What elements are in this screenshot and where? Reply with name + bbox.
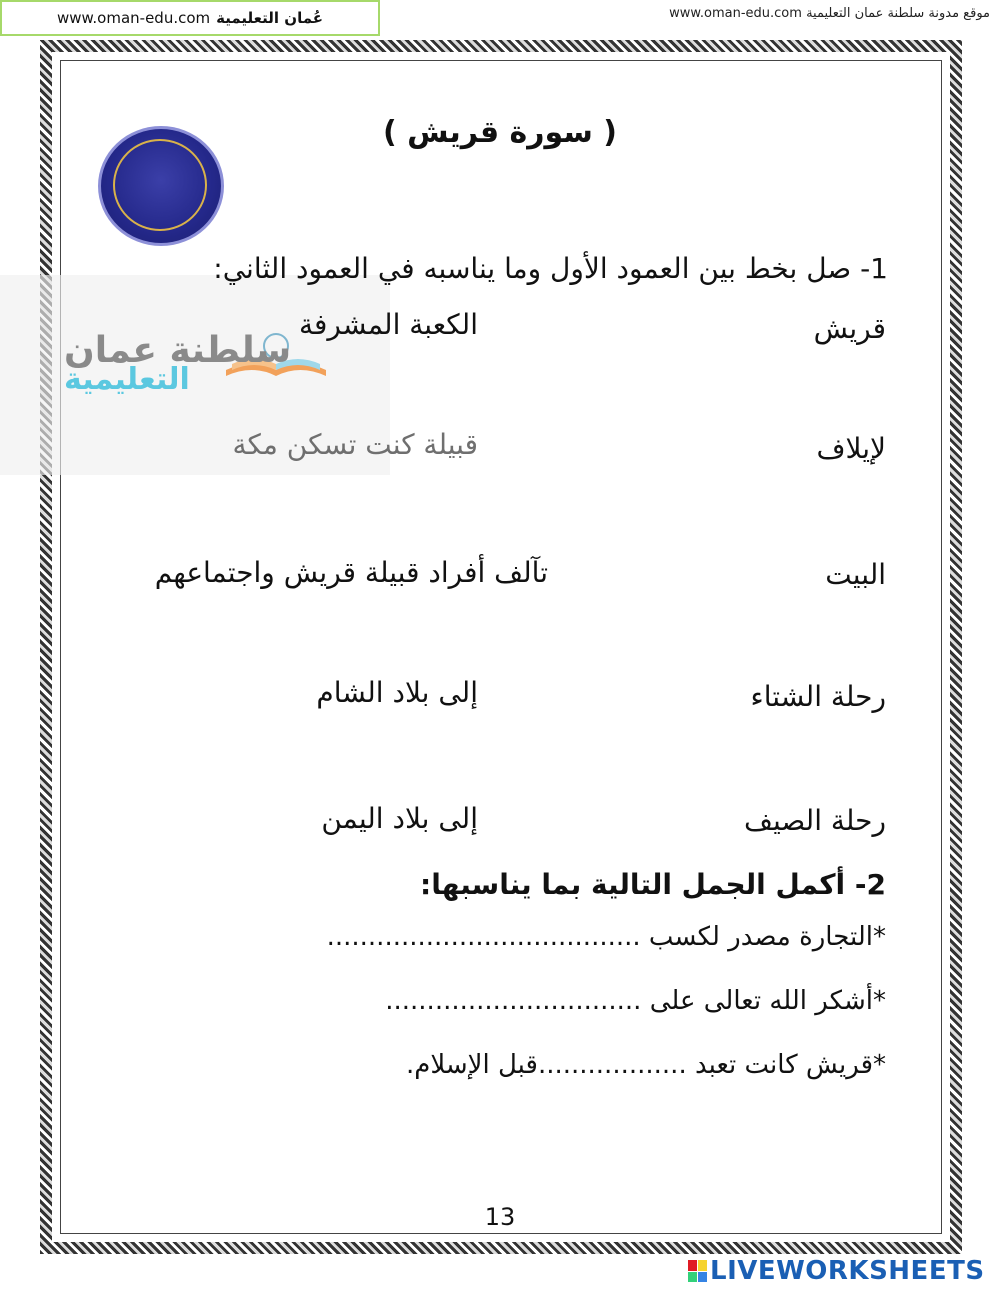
match-left-5[interactable]: رحلة الصيف bbox=[743, 804, 886, 837]
watermark-line2: التعليمية bbox=[64, 362, 190, 397]
match-right-3[interactable]: تآلف أفراد قبيلة قريش واجتماعهم bbox=[154, 556, 548, 589]
fill-line-2[interactable]: *أشكر الله تعالى على ............................... bbox=[385, 986, 886, 1016]
match-left-2[interactable]: لإيلاف bbox=[816, 432, 886, 465]
match-left-3[interactable]: البيت bbox=[825, 558, 886, 591]
header-site-url[interactable]: www.oman-edu.com bbox=[56, 9, 211, 27]
liveworksheets-logo[interactable] bbox=[688, 1256, 985, 1286]
question1-heading: 1- صل بخط بين العمود الأول وما يناسبه في العمود الثاني: bbox=[213, 252, 888, 285]
match-left-1[interactable]: قريش bbox=[813, 312, 886, 345]
liveworksheets-brand: LIVEWORKSHEETS bbox=[710, 1256, 985, 1286]
match-right-2[interactable]: قبيلة كنت تسكن مكة bbox=[232, 428, 478, 461]
page-number: 13 bbox=[484, 1203, 516, 1231]
question2-heading: 2- أكمل الجمل التالية بما يناسبها: bbox=[420, 868, 886, 901]
match-right-1[interactable]: الكعبة المشرفة bbox=[299, 308, 478, 341]
fill-line-3[interactable]: *قريش كانت تعبد ..................قبل الإسلام. bbox=[406, 1050, 886, 1080]
header-right-url[interactable]: www.oman-edu.com bbox=[669, 6, 802, 21]
match-right-4[interactable]: إلى بلاد الشام bbox=[316, 676, 478, 709]
fill-line-1[interactable]: *التجارة مصدر لكسب ...................................... bbox=[326, 922, 886, 952]
page-title: ( سورة قريش ) bbox=[382, 115, 618, 150]
liveworksheets-icon bbox=[688, 1260, 706, 1282]
match-right-5[interactable]: إلى بلاد اليمن bbox=[321, 802, 478, 835]
header-site-name: عُمان التعليمية bbox=[216, 9, 324, 27]
header-right-caption-text: موقع مدونة سلطنة عمان التعليمية bbox=[806, 6, 990, 21]
header-right-caption bbox=[620, 6, 990, 28]
school-logo-ring bbox=[113, 139, 207, 231]
header-site-box bbox=[0, 0, 380, 36]
watermark-line1: سلطنة عمان bbox=[64, 330, 292, 371]
match-left-4[interactable]: رحلة الشتاء bbox=[750, 680, 886, 713]
school-logo bbox=[98, 126, 224, 246]
